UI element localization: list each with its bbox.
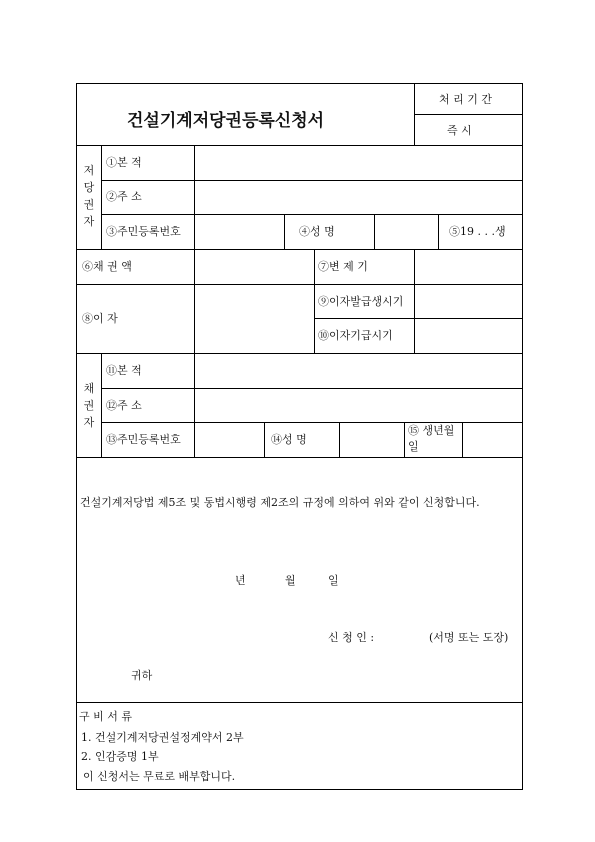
debtor-address-field[interactable] [195,389,522,421]
recipient-label: 귀하 [131,669,153,682]
interest-accrual-field[interactable] [415,285,522,317]
interest-accrual-label: ⑨이자발급생시기 [318,295,404,308]
date-day: 일 [328,574,339,587]
mortgage-registration-form [76,83,523,790]
documents-note: 이 신청서는 무료로 배부합니다. [83,770,236,783]
mortgagee-rrn-field[interactable] [195,215,283,248]
interest-payment-label: ⑩이자기급시기 [318,329,393,342]
mortgagee-name-label: ④성 명 [299,225,335,238]
mortgagee-domicile-field[interactable] [195,146,522,179]
debtor-address-label: ⑫주 소 [106,399,142,412]
interest-payment-field[interactable] [415,319,522,352]
processing-period-value: 즉 시 [447,124,472,137]
claim-amount-label: ⑥채 권 액 [82,260,132,273]
debtor-domicile-field[interactable] [195,354,522,387]
repayment-due-label: ⑦변 제 기 [318,260,368,273]
mortgagee-address-field[interactable] [195,181,522,213]
document-item: 2. 인감증명 1부 [81,750,159,763]
mortgagee-birth-label: ⑤19 . . .생 [449,225,506,238]
applicant-sign-note: (서명 또는 도장) [429,631,509,644]
debtor-rrn-label: ⑬주민등록번호 [106,433,181,446]
debtor-birth-label: ⑮ 생년월일 [408,424,455,453]
debtor-name-field[interactable] [340,423,403,456]
date-month: 월 [285,574,296,587]
mortgagee-rrn-label: ③주민등록번호 [106,225,181,238]
mortgagee-address-label: ②주 소 [106,190,142,203]
document-item: 1. 건설기계저당권설정계약서 2부 [81,731,244,744]
form-title: 건설기계저당권등록신청서 [127,111,325,131]
mortgagee-domicile-label: ①본 적 [106,156,142,169]
debtor-name-label: ⑭성 명 [271,433,307,446]
interest-field[interactable] [195,285,313,352]
processing-period-label: 처 리 기 간 [439,93,492,106]
debtor-domicile-label: ⑪본 적 [106,364,142,377]
repayment-due-field[interactable] [415,250,522,283]
debtor-group-label: 채권자 [83,382,95,429]
applicant-label: 신 청 인 : [328,631,375,644]
claim-amount-field[interactable] [195,250,313,283]
debtor-rrn-field[interactable] [195,423,263,456]
application-statement: 건설기계저당법 제5조 및 동법시행령 제2조의 규정에 의하여 위와 같이 신청합니다. [80,496,480,509]
mortgagee-name-field[interactable] [375,215,437,248]
applicant-signature-field[interactable] [387,629,427,647]
date-year: 년 [235,574,246,587]
documents-header: 구 비 서 류 [79,710,132,723]
mortgagee-group-label: 저당권자 [83,164,95,228]
debtor-birth-field[interactable] [463,423,522,456]
interest-label: ⑧이 자 [82,312,118,325]
